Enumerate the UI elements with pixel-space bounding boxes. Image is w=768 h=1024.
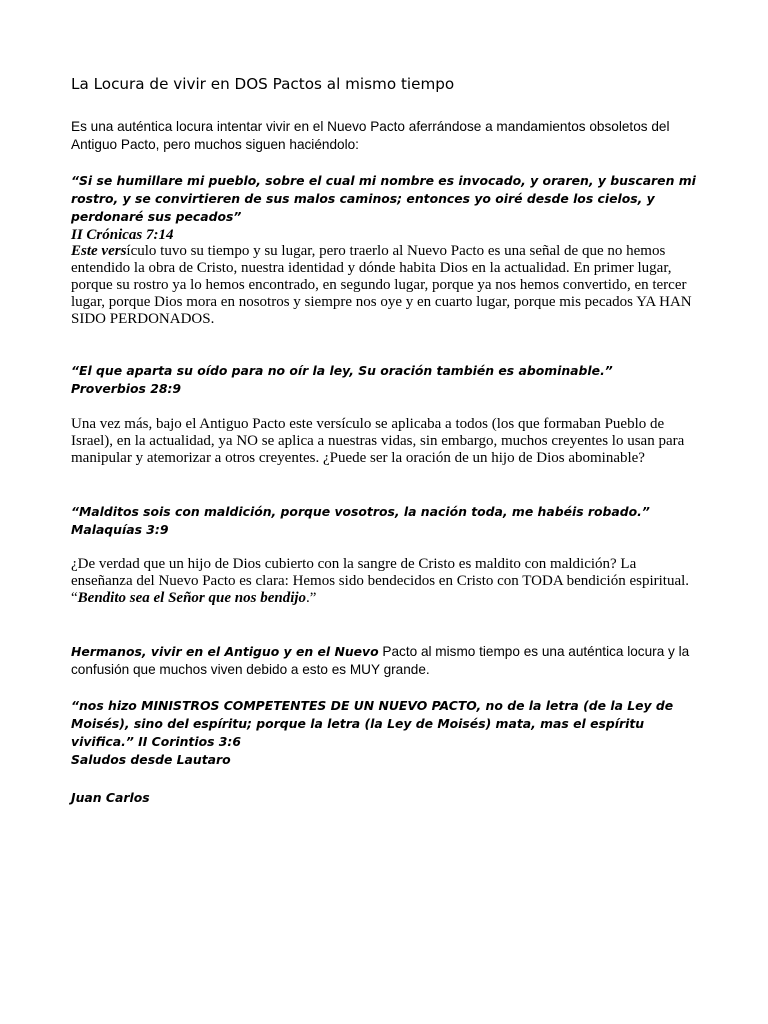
- paragraph-antiguo-pacto: Una vez más, bajo el Antiguo Pacto este versículo se aplicaba a todos (los que formaban Pueblo de Israel), en la actualidad, ya NO se aplica a nuestras vidas, sin embargo, muchos creyentes lo usan para manipular y atemorizar a otros creyentes. ¿Puede ser la oración de un hijo de Dios abominable?: [71, 416, 685, 466]
- quote-proverbios-reference: Proverbios 28:9: [71, 381, 182, 396]
- paragraph-versiculo-body: tuvo su tiempo y su lugar, pero traerlo al Nuevo Pacto es una señal de que no hemos entendido la obra de Cristo, nuestra identidad y dónde habita Dios en la actualidad. En primer lugar, porque su rostro ya lo hemos encontrado, en segundo lugar, porque ya nos hemos convertido, en tercer lugar, porque Dios mora en nosotros y siempre nos oye y en cuarto lugar, porque mis pecados YA HAN SIDO PERDONADOS.: [71, 243, 692, 327]
- quote-cronicas-reference: II Crónicas 7:14: [71, 227, 174, 243]
- paragraph-hermanos: [71, 643, 699, 679]
- paragraph-bendicion: [71, 556, 699, 607]
- quote-proverbios-text: “El que aparta su oído para no oír la ley, Su oración también es abominable.”: [71, 363, 613, 378]
- paragraph-hermanos-bold: Hermanos, vivir en el Antiguo y en el Nuevo: [71, 644, 379, 659]
- quote-malaquias-reference: Malaquías 3:9: [71, 522, 169, 537]
- paragraph-versiculo: [71, 243, 699, 328]
- greeting-text: Saludos desde Lautaro: [71, 752, 231, 767]
- paragraph-versiculo-lead: Este vers: [71, 243, 127, 259]
- quote-corintios: “nos hizo MINISTROS COMPETENTES DE UN NUEVO PACTO, no de la letra (de la Ley de Moisés), sino del espíritu; porque la letra (la Ley de Moisés) mata, mas el espíritu vivifica.” II Corintios 3:6: [71, 698, 674, 749]
- paragraph-versiculo-lead-rest: ículo: [126, 243, 157, 259]
- signature-text: Juan Carlos: [71, 790, 150, 805]
- quote-proverbios: [71, 362, 699, 398]
- document-title: La Locura de vivir en DOS Pactos al mismo tiempo: [71, 75, 455, 93]
- paragraph-hermanos-rest: Pacto al mismo tiempo es una auténtica locura y la confusión que muchos viven debido a esto es MUY grande.: [71, 644, 690, 677]
- paragraph-bendicion-bold: Bendito sea el Señor que nos bendijo: [77, 590, 307, 606]
- paragraph-bendicion-body: ¿De verdad que un hijo de Dios cubierto con la sangre de Cristo es maldito con maldición? La enseñanza del Nuevo Pacto es clara: Hemos sido bendecidos en Cristo con TODA bendición espiritual. “: [71, 556, 690, 606]
- quote-cronicas: [71, 172, 699, 244]
- intro-paragraph: Es una auténtica locura intentar vivir en el Nuevo Pacto aferrándose a mandamientos obsoletos del Antiguo Pacto, pero muchos siguen haciéndolo:: [71, 119, 670, 152]
- quote-cronicas-text: “Si se humillare mi pueblo, sobre el cual mi nombre es invocado, y oraren, y buscaren mi rostro, y se convirtieren de sus malos caminos; entonces yo oiré desde los cielos, y perdonaré sus pecados”: [71, 173, 696, 224]
- paragraph-bendicion-end: .”: [306, 590, 317, 606]
- quote-malaquias: [71, 503, 699, 539]
- quote-malaquias-text: “Malditos sois con maldición, porque vosotros, la nación toda, me habéis robado.”: [71, 504, 650, 519]
